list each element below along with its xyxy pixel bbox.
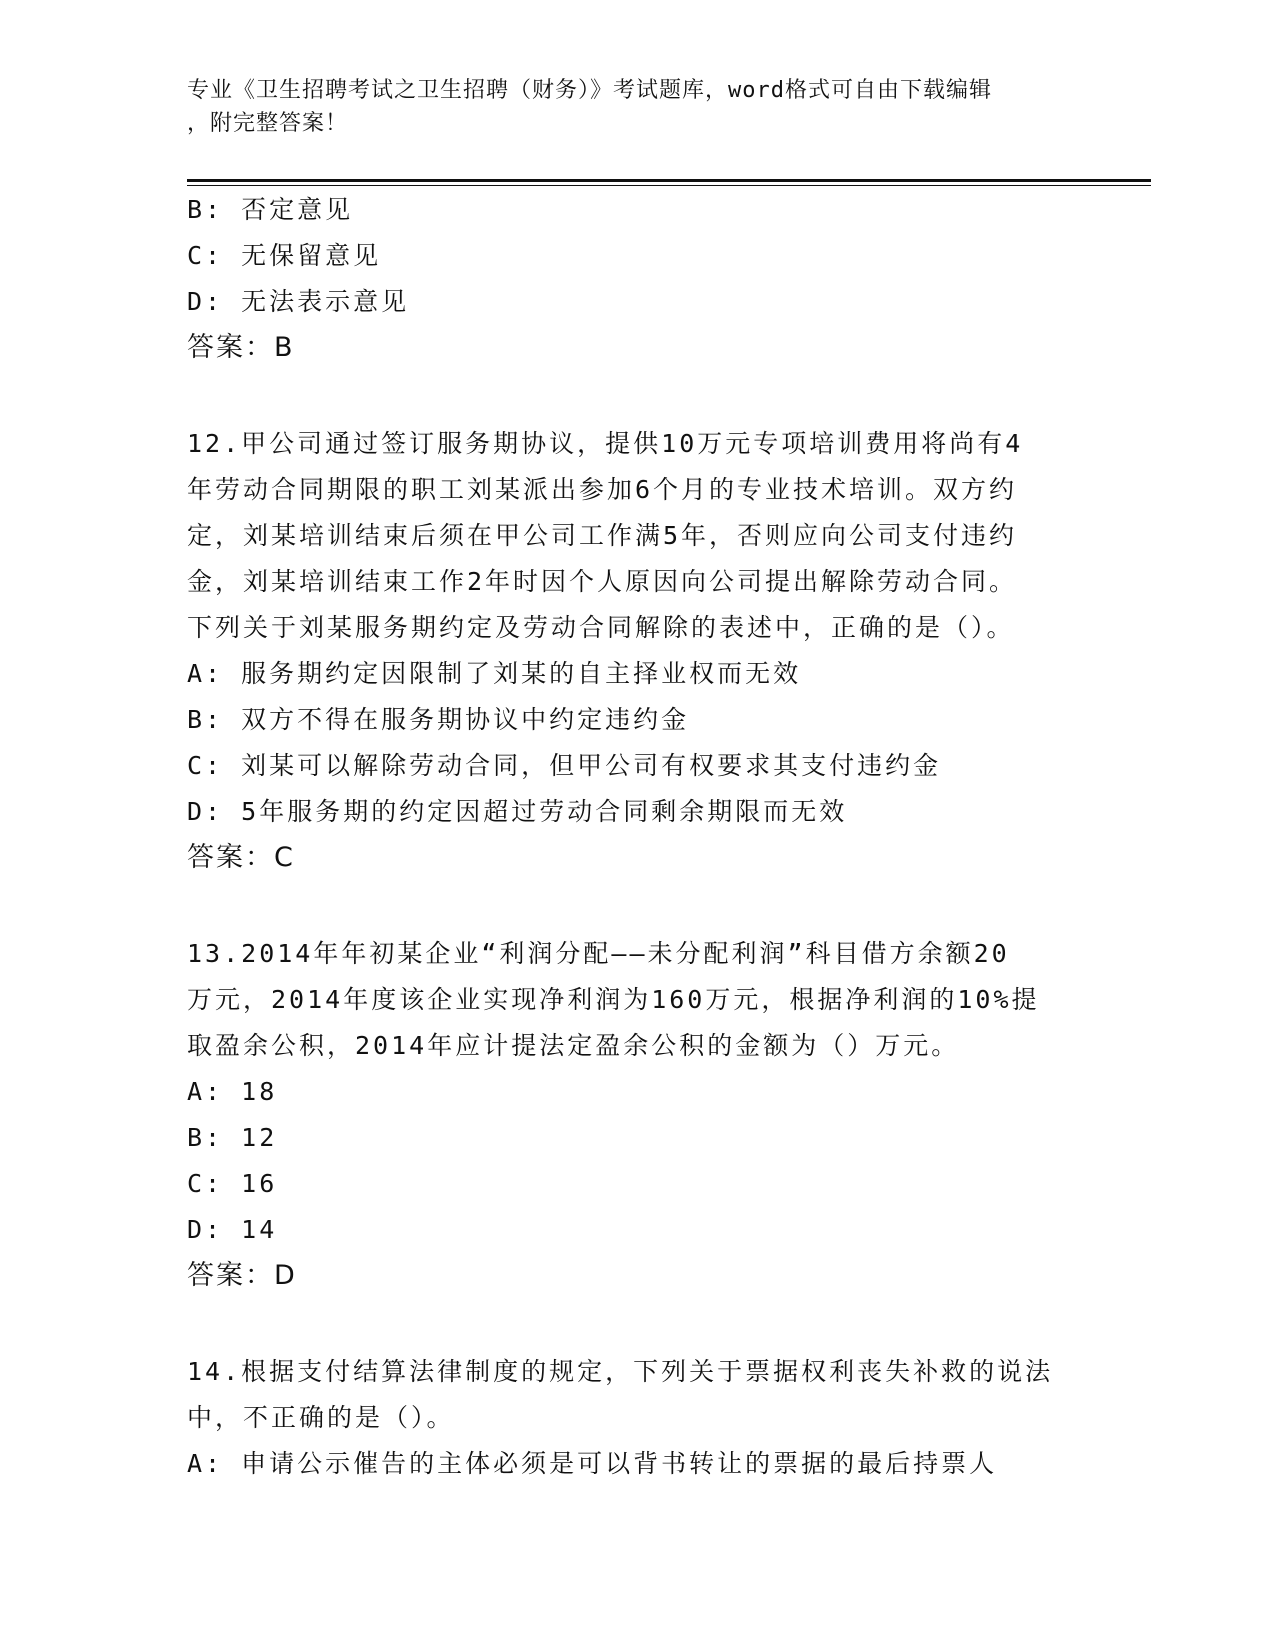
header-line-2: ，附完整答案！ (187, 111, 349, 136)
option-d: D: 14 (187, 1215, 278, 1244)
document-header (187, 74, 1077, 140)
option-b: B: 否定意见 (187, 195, 354, 224)
option-a: A: 18 (187, 1077, 278, 1106)
answer-line: 答案：C (187, 842, 295, 873)
option-d: D: 5年服务期的约定因超过劳动合同剩余期限而无效 (187, 797, 848, 826)
option-c: C: 刘某可以解除劳动合同，但甲公司有权要求其支付违约金 (187, 751, 942, 780)
question-12 (187, 421, 1087, 881)
question-stem-line: 金，刘某培训结束工作2年时因个人原因向公司提出解除劳动合同。 (187, 567, 1018, 596)
question-stem-line: 年劳动合同期限的职工刘某派出参加6个月的专业技术培训。双方约 (187, 475, 1018, 504)
question-stem-line: 14.根据支付结算法律制度的规定，下列关于票据权利丧失补救的说法 (187, 1357, 1054, 1386)
answer-line: 答案：B (187, 332, 295, 363)
question-stem-line: 下列关于刘某服务期约定及劳动合同解除的表述中，正确的是（）。 (187, 613, 1015, 642)
question-stem-line: 取盈余公积，2014年应计提法定盈余公积的金额为（）万元。 (187, 1031, 960, 1060)
question-stem-line: 中，不正确的是（）。 (187, 1403, 455, 1432)
option-b: B: 12 (187, 1123, 278, 1152)
question-13 (187, 931, 1087, 1299)
answer-line: 答案：D (187, 1260, 297, 1291)
option-a: A: 申请公示催告的主体必须是可以背书转让的票据的最后持票人 (187, 1449, 998, 1478)
question-14 (187, 1349, 1087, 1487)
header-line-1: 专业《卫生招聘考试之卫生招聘（财务）》考试题库，word格式可自由下载编辑 (187, 78, 992, 103)
option-a: A: 服务期约定因限制了刘某的自主择业权而无效 (187, 659, 802, 688)
header-rule-thick (187, 179, 1151, 182)
question-stem-line: 定，刘某培训结束后须在甲公司工作满5年，否则应向公司支付违约 (187, 521, 1018, 550)
option-c: C: 16 (187, 1169, 278, 1198)
question-stem-line: 万元，2014年度该企业实现净利润为160万元，根据净利润的10%提 (187, 985, 1040, 1014)
question-stem-line: 12.甲公司通过签订服务期协议，提供10万元专项培训费用将尚有4 (187, 429, 1024, 458)
option-c: C: 无保留意见 (187, 241, 382, 270)
question-stem-line: 13.2014年年初某企业“利润分配——未分配利润”科目借方余额20 (187, 939, 1010, 968)
option-b: B: 双方不得在服务期协议中约定违约金 (187, 705, 690, 734)
option-d: D: 无法表示意见 (187, 287, 410, 316)
question-11 (187, 187, 1087, 371)
document-body (187, 187, 1087, 1487)
header-rule-thin (187, 185, 1151, 186)
